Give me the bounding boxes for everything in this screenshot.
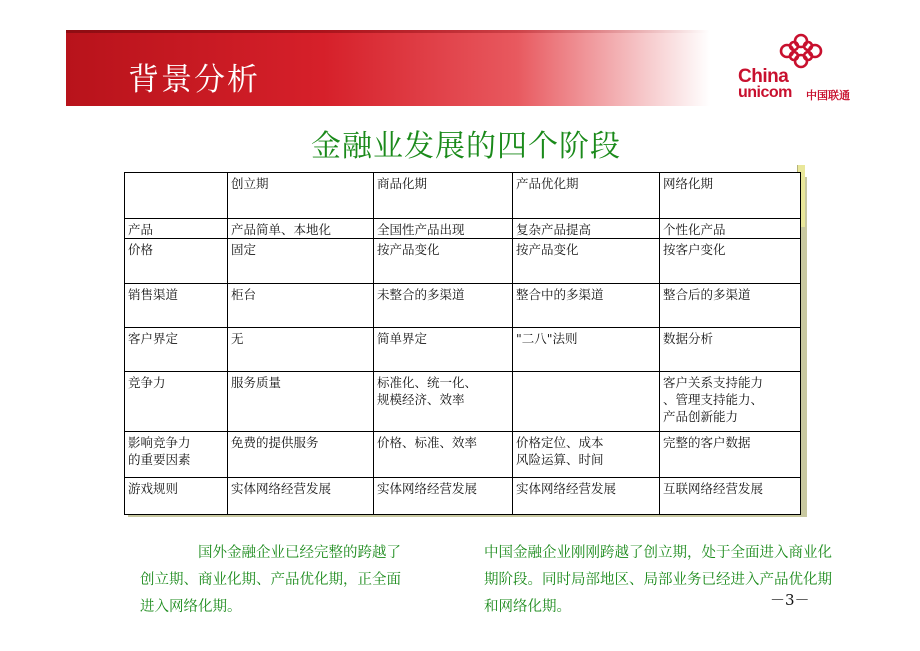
table-cell: 客户关系支持能力 、管理支持能力、 产品创新能力 — [660, 372, 801, 432]
table-header-cell: 产品优化期 — [513, 173, 660, 219]
table-cell: 实体网络经营发展 — [228, 478, 374, 515]
table-header-cell: 创立期 — [228, 173, 374, 219]
logo-text-unicom: unicom — [738, 84, 792, 101]
table-row — [125, 432, 801, 478]
table-row — [125, 219, 801, 239]
table-cell: 价格、标准、效率 — [374, 432, 513, 478]
table-cell: 全国性产品出现 — [374, 219, 513, 239]
table-header-row — [125, 173, 801, 219]
table-cell: 整合中的多渠道 — [513, 284, 660, 328]
table-row — [125, 372, 801, 432]
table-cell: 标准化、统一化、 规模经济、效率 — [374, 372, 513, 432]
table-header-cell: 网络化期 — [660, 173, 801, 219]
note-china-finance: 中国金融企业刚刚跨越了创立期，处于全面进入商业化期阶段。同时局部地区、局部业务已经进入产品优化期和网络化期。 — [484, 545, 832, 615]
unicom-knot-icon — [773, 32, 829, 70]
table-row — [125, 478, 801, 515]
table-cell: 无 — [228, 328, 374, 372]
table-cell: 免费的提供服务 — [228, 432, 374, 478]
table-header-cell: 商品化期 — [374, 173, 513, 219]
table-cell: 完整的客户数据 — [660, 432, 801, 478]
logo-text-cn: 中国联通 — [806, 89, 850, 102]
table-cell: 整合后的多渠道 — [660, 284, 801, 328]
row-label: 竞争力 — [125, 372, 228, 432]
table-cell: 简单界定 — [374, 328, 513, 372]
table-cell: 服务质量 — [228, 372, 374, 432]
table-cell: 个性化产品 — [660, 219, 801, 239]
table-cell: 数据分析 — [660, 328, 801, 372]
main-title: 金融业发展的四个阶段 — [311, 129, 621, 164]
row-label: 影响竞争力 的重要因素 — [125, 432, 228, 478]
table-cell: 按产品变化 — [513, 239, 660, 284]
table-cell: 实体网络经营发展 — [513, 478, 660, 515]
page-number: －3－ — [770, 591, 810, 609]
row-label: 价格 — [125, 239, 228, 284]
table-cell: "二八"法则 — [513, 328, 660, 372]
table-cell: 复杂产品提高 — [513, 219, 660, 239]
logo-text-china: China — [738, 66, 789, 87]
table-cell: 按产品变化 — [374, 239, 513, 284]
table-cell: 按客户变化 — [660, 239, 801, 284]
table-cell: 未整合的多渠道 — [374, 284, 513, 328]
table-cell: 产品简单、本地化 — [228, 219, 374, 239]
table-cell: 实体网络经营发展 — [374, 478, 513, 515]
note-foreign-finance: 国外金融企业已经完整的跨越了创立期、商业化期、产品优化期，正全面进入网络化期。 — [140, 545, 401, 615]
row-label: 客户界定 — [125, 328, 228, 372]
table-header-cell — [125, 173, 228, 219]
row-label: 游戏规则 — [125, 478, 228, 515]
stages-table — [124, 172, 801, 515]
table-cell: 价格定位、成本 风险运算、时间 — [513, 432, 660, 478]
header-title: 背景分析 — [128, 62, 260, 98]
table-cell: 固定 — [228, 239, 374, 284]
table-row — [125, 328, 801, 372]
table-cell: 柜台 — [228, 284, 374, 328]
table-row — [125, 284, 801, 328]
row-label: 产品 — [125, 219, 228, 239]
table-cell — [513, 372, 660, 432]
row-label: 销售渠道 — [125, 284, 228, 328]
table-row — [125, 239, 801, 284]
table-cell: 互联网络经营发展 — [660, 478, 801, 515]
